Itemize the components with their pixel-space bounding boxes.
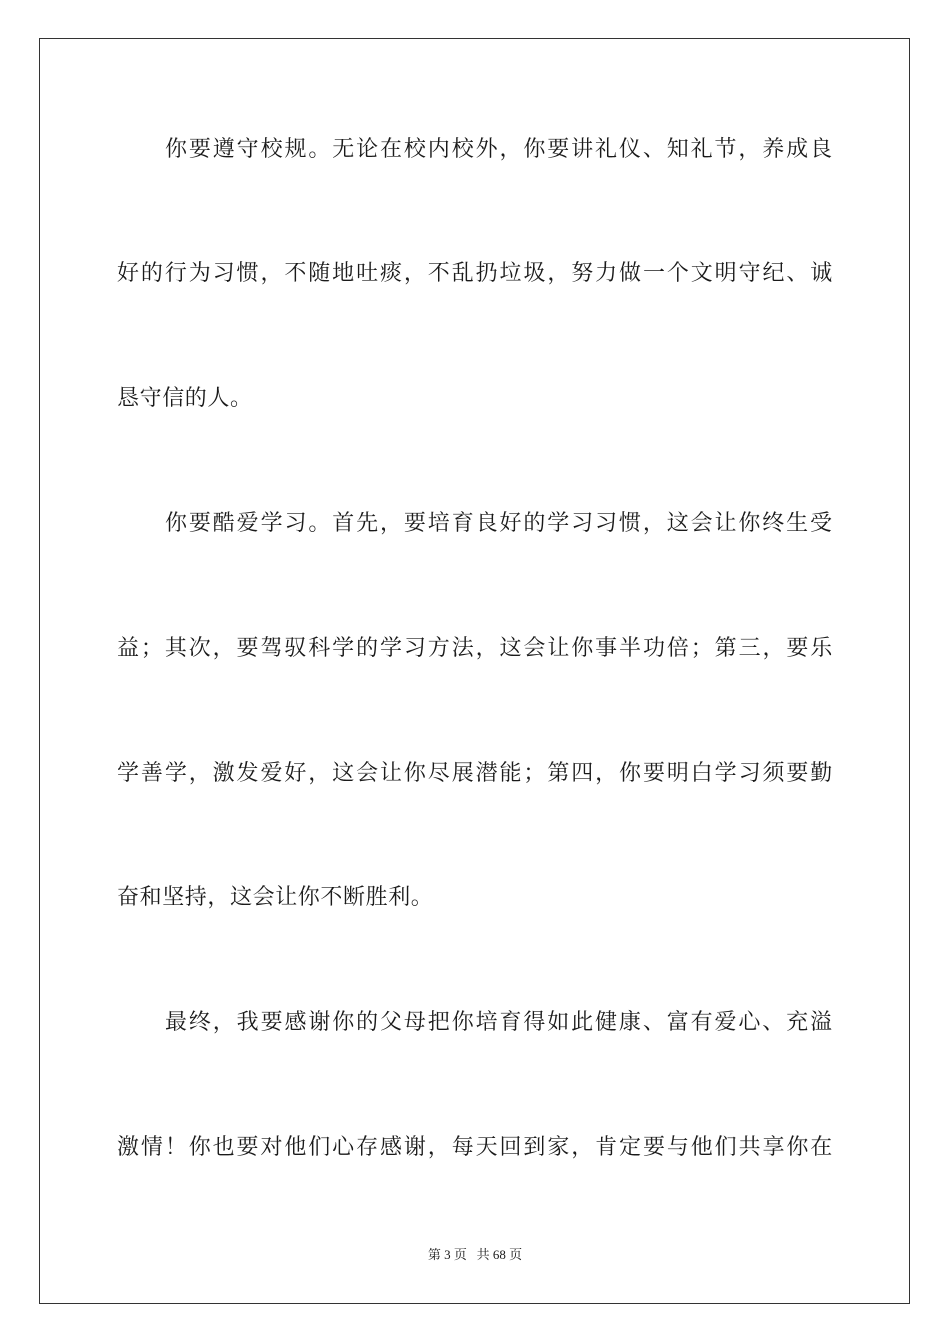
paragraph-2-line-2: 益 ； 其 次 ， 要 驾 驭 科 学 的 学 习 方 法 ， 这 会 让 你 事 半 功 倍 ； 第 三 ， 要 乐 [117,636,833,661]
paragraph-2-line-1: 你 要 酷 爱 学 习 。 首 先 ， 要 培 育 良 好 的 学 习 习 惯 ， 这 会 让 你 终 生 受 [165,511,833,536]
paragraph-3-line-2: 激 情 ！ 你 也 要 对 他 们 心 存 感 谢 ， 每 天 回 到 家 ， 肯 定 要 与 他 们 共 享 你 在 [117,1135,833,1160]
paragraph-1-line-2: 好 的 行 为 习 惯 ， 不 随 地 吐 痰 ， 不 乱 扔 垃 圾 ， 努 力 做 一 个 文 明 守 纪 、 诚 [117,261,833,286]
page-number: 第 3 页 [427,1247,467,1262]
paragraph-2-line-4: 奋和坚持，这会让你不断胜利。 [117,885,434,910]
page-border [39,38,910,1304]
paragraph-3-line-1: 最 终 ， 我 要 感 谢 你 的 父 母 把 你 培 育 得 如 此 健 康 、 富 有 爱 心 、 充 溢 [165,1010,833,1035]
paragraph-1-line-3: 恳守信的人。 [117,386,253,411]
page-footer [0,1246,950,1264]
paragraph-1-line-1: 你 要 遵 守 校 规 。 无 论 在 校 内 校 外 ， 你 要 讲 礼 仪 、 知 礼 节 ， 养 成 良 [165,137,833,162]
paragraph-2-line-3: 学 善 学 ， 激 发 爱 好 ， 这 会 让 你 尽 展 潜 能 ； 第 四 ， 你 要 明 白 学 习 须 要 勤 [117,761,833,786]
page-total: 共 68 页 [476,1247,523,1262]
